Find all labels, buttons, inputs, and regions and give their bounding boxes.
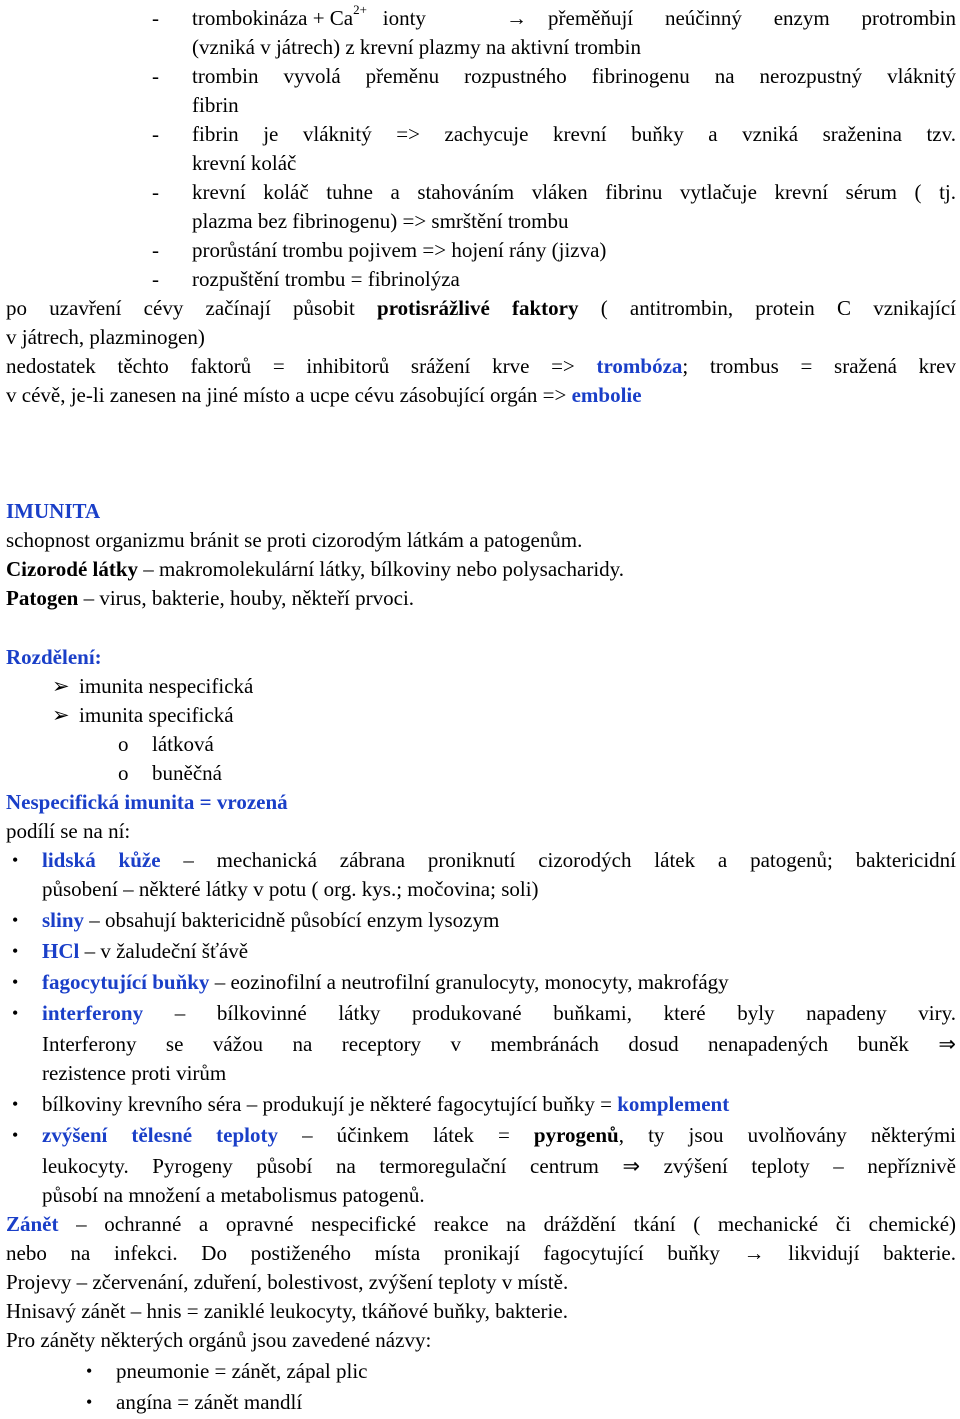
arrow-bullet-icon: ➢	[52, 703, 70, 727]
rozdeleni-subitem-1: o látková	[6, 730, 956, 759]
zanet-line-5: Pro záněty některých orgánů jsou zavedené názvy:	[6, 1328, 432, 1352]
bullet-icon: •	[12, 1003, 19, 1023]
rozdeleni-subitem-2: o buněčná	[6, 759, 956, 788]
zanet-line-1: Zánět – ochranné a opravné nespecifické reakce na dráždění tkání ( mechanické či chemické)	[6, 1212, 956, 1236]
nespec-bullet-interferony-cont2: rezistence proti virům	[42, 1061, 227, 1085]
nespec-bullet-teplota-cont: leukocyty. Pyrogeny působí na termoregulační centrum ⇒ zvýšení teploty – nepříznivě	[42, 1154, 956, 1178]
zanet-list-item-2: • angína = zánět mandlí	[6, 1388, 956, 1417]
arrow-bullet-icon: ➢	[52, 674, 70, 698]
term-tromboza: trombóza	[596, 354, 683, 378]
zanet-line-3: Projevy – zčervenání, zduření, bolestivost, zvýšení teploty v místě.	[6, 1270, 569, 1294]
nespec-bullet-teplota: • zvýšení tělesné teploty – účinkem látek = pyrogenů, ty jsou uvolňovány některými	[6, 1121, 956, 1150]
patogen-line: Patogen – virus, bakterie, houby, někteří prvoci.	[6, 586, 415, 610]
coag-item-1: - trombokináza + $Ca^{2+}$ ionty → přeměňují neúčinný enzym protrombin	[6, 4, 956, 33]
bullet-icon: •	[12, 1125, 19, 1145]
nespec-bullet-teplota-cont2: působí na množení a metabolismus patogenů.	[42, 1183, 425, 1207]
section-title-rozdeleni: Rozdělení:	[6, 645, 102, 669]
anticoag-paragraph-line1: po uzavření cévy začínají působit protisrážlivé faktory ( antitrombin, protein C vznikající	[6, 296, 956, 320]
circle-bullet-icon: o	[118, 732, 129, 756]
bullet-icon: •	[86, 1361, 93, 1381]
bullet-icon: •	[12, 941, 19, 961]
arrow-right-icon: →	[506, 6, 527, 30]
bullet-icon: •	[12, 1094, 19, 1114]
term-protisrazlive: protisrážlivé faktory	[377, 296, 579, 320]
rozdeleni-item-2: ➢ imunita specifická	[6, 701, 956, 730]
bullet-icon: •	[12, 850, 19, 870]
coag-item-2-cont: fibrin	[192, 93, 239, 117]
coag-item-2: - trombin vyvolá přeměnu rozpustného fibrinogenu na nerozpustný vláknitý	[152, 64, 956, 88]
bullet-icon: •	[86, 1392, 93, 1412]
coag-item-4: - krevní koláč tuhne a stahováním vláken fibrinu vytlačuje krevní sérum ( tj.	[152, 180, 956, 204]
nespec-bullet-interferony: • interferony – bílkovinné látky produkované buňkami, které byly napadeny viry.	[6, 999, 956, 1028]
coag-item-3-cont: krevní koláč	[192, 151, 297, 175]
term-embolie: embolie	[571, 383, 642, 407]
coag-item-1-cont: (vzniká v játrech) z krevní plazmy na aktivní trombin	[192, 35, 642, 59]
section-title-imunita: IMUNITA	[6, 499, 101, 523]
nespec-bullet-kuze: • lidská kůže – mechanická zábrana proniknutí cizorodých látek a patogenů; baktericidní	[6, 846, 956, 875]
coag-item-6: - rozpuštění trombu = fibrinolýza	[152, 267, 460, 291]
thrombosis-paragraph-line2: v cévě, je-li zanesen na jiné místo a ucpe cévu zásobující orgán => embolie	[6, 383, 642, 407]
nespec-bullet-fagocyty: • fagocytující buňky – eozinofilní a neutrofilní granulocyty, monocyty, makrofágy	[6, 968, 956, 997]
zanet-line-2: nebo na infekci. Do postiženého místa pronikají fagocytující buňky → likvidují bakterie.	[6, 1241, 956, 1265]
rozdeleni-item-1: ➢ imunita nespecifická	[6, 672, 956, 701]
bullet-icon: •	[12, 910, 19, 930]
anticoag-paragraph-line2: v játrech, plazminogen)	[6, 325, 205, 349]
nespec-bullet-komplement: • bílkoviny krevního séra – produkují je některé fagocytující buňky = komplement	[6, 1090, 956, 1119]
thrombosis-paragraph-line1: nedostatek těchto faktorů = inhibitorů srážení krve => trombóza; trombus = sražená krev	[6, 354, 956, 378]
bullet-icon: •	[12, 972, 19, 992]
nespec-bullet-interferony-cont: Interferony se vážou na receptory v membránách dosud nenapadených buněk ⇒	[42, 1032, 956, 1056]
coag-item-5: - prorůstání trombu pojivem => hojení rány (jizva)	[152, 238, 607, 262]
coag-item-3: - fibrin je vláknitý => zachycuje krevní buňky a vzniká sraženina tzv.	[152, 122, 956, 146]
zanet-list-item-1: • pneumonie = zánět, zápal plic	[6, 1357, 956, 1386]
circle-bullet-icon: o	[118, 761, 129, 785]
nespec-bullet-hcl: • HCl – v žaludeční šťávě	[6, 937, 956, 966]
nespec-intro: podílí se na ní:	[6, 819, 131, 843]
imunita-definition: schopnost organizmu bránit se proti cizorodým látkám a patogenům.	[6, 528, 583, 552]
section-title-nespecificka: Nespecifická imunita = vrozená	[6, 790, 288, 814]
zanet-line-4: Hnisavý zánět – hnis = zaniklé leukocyty, tkáňové buňky, bakterie.	[6, 1299, 568, 1323]
nespec-bullet-kuze-cont: působení – některé látky v potu ( org. kys.; močovina; soli)	[42, 877, 539, 901]
nespec-bullet-sliny: • sliny – obsahují baktericidně působící enzym lysozym	[6, 906, 956, 935]
coag-item-4-cont: plazma bez fibrinogenu) => smrštění trombu	[192, 209, 569, 233]
cizorode-latky-line: Cizorodé látky – makromolekulární látky, bílkoviny nebo polysacharidy.	[6, 557, 625, 581]
